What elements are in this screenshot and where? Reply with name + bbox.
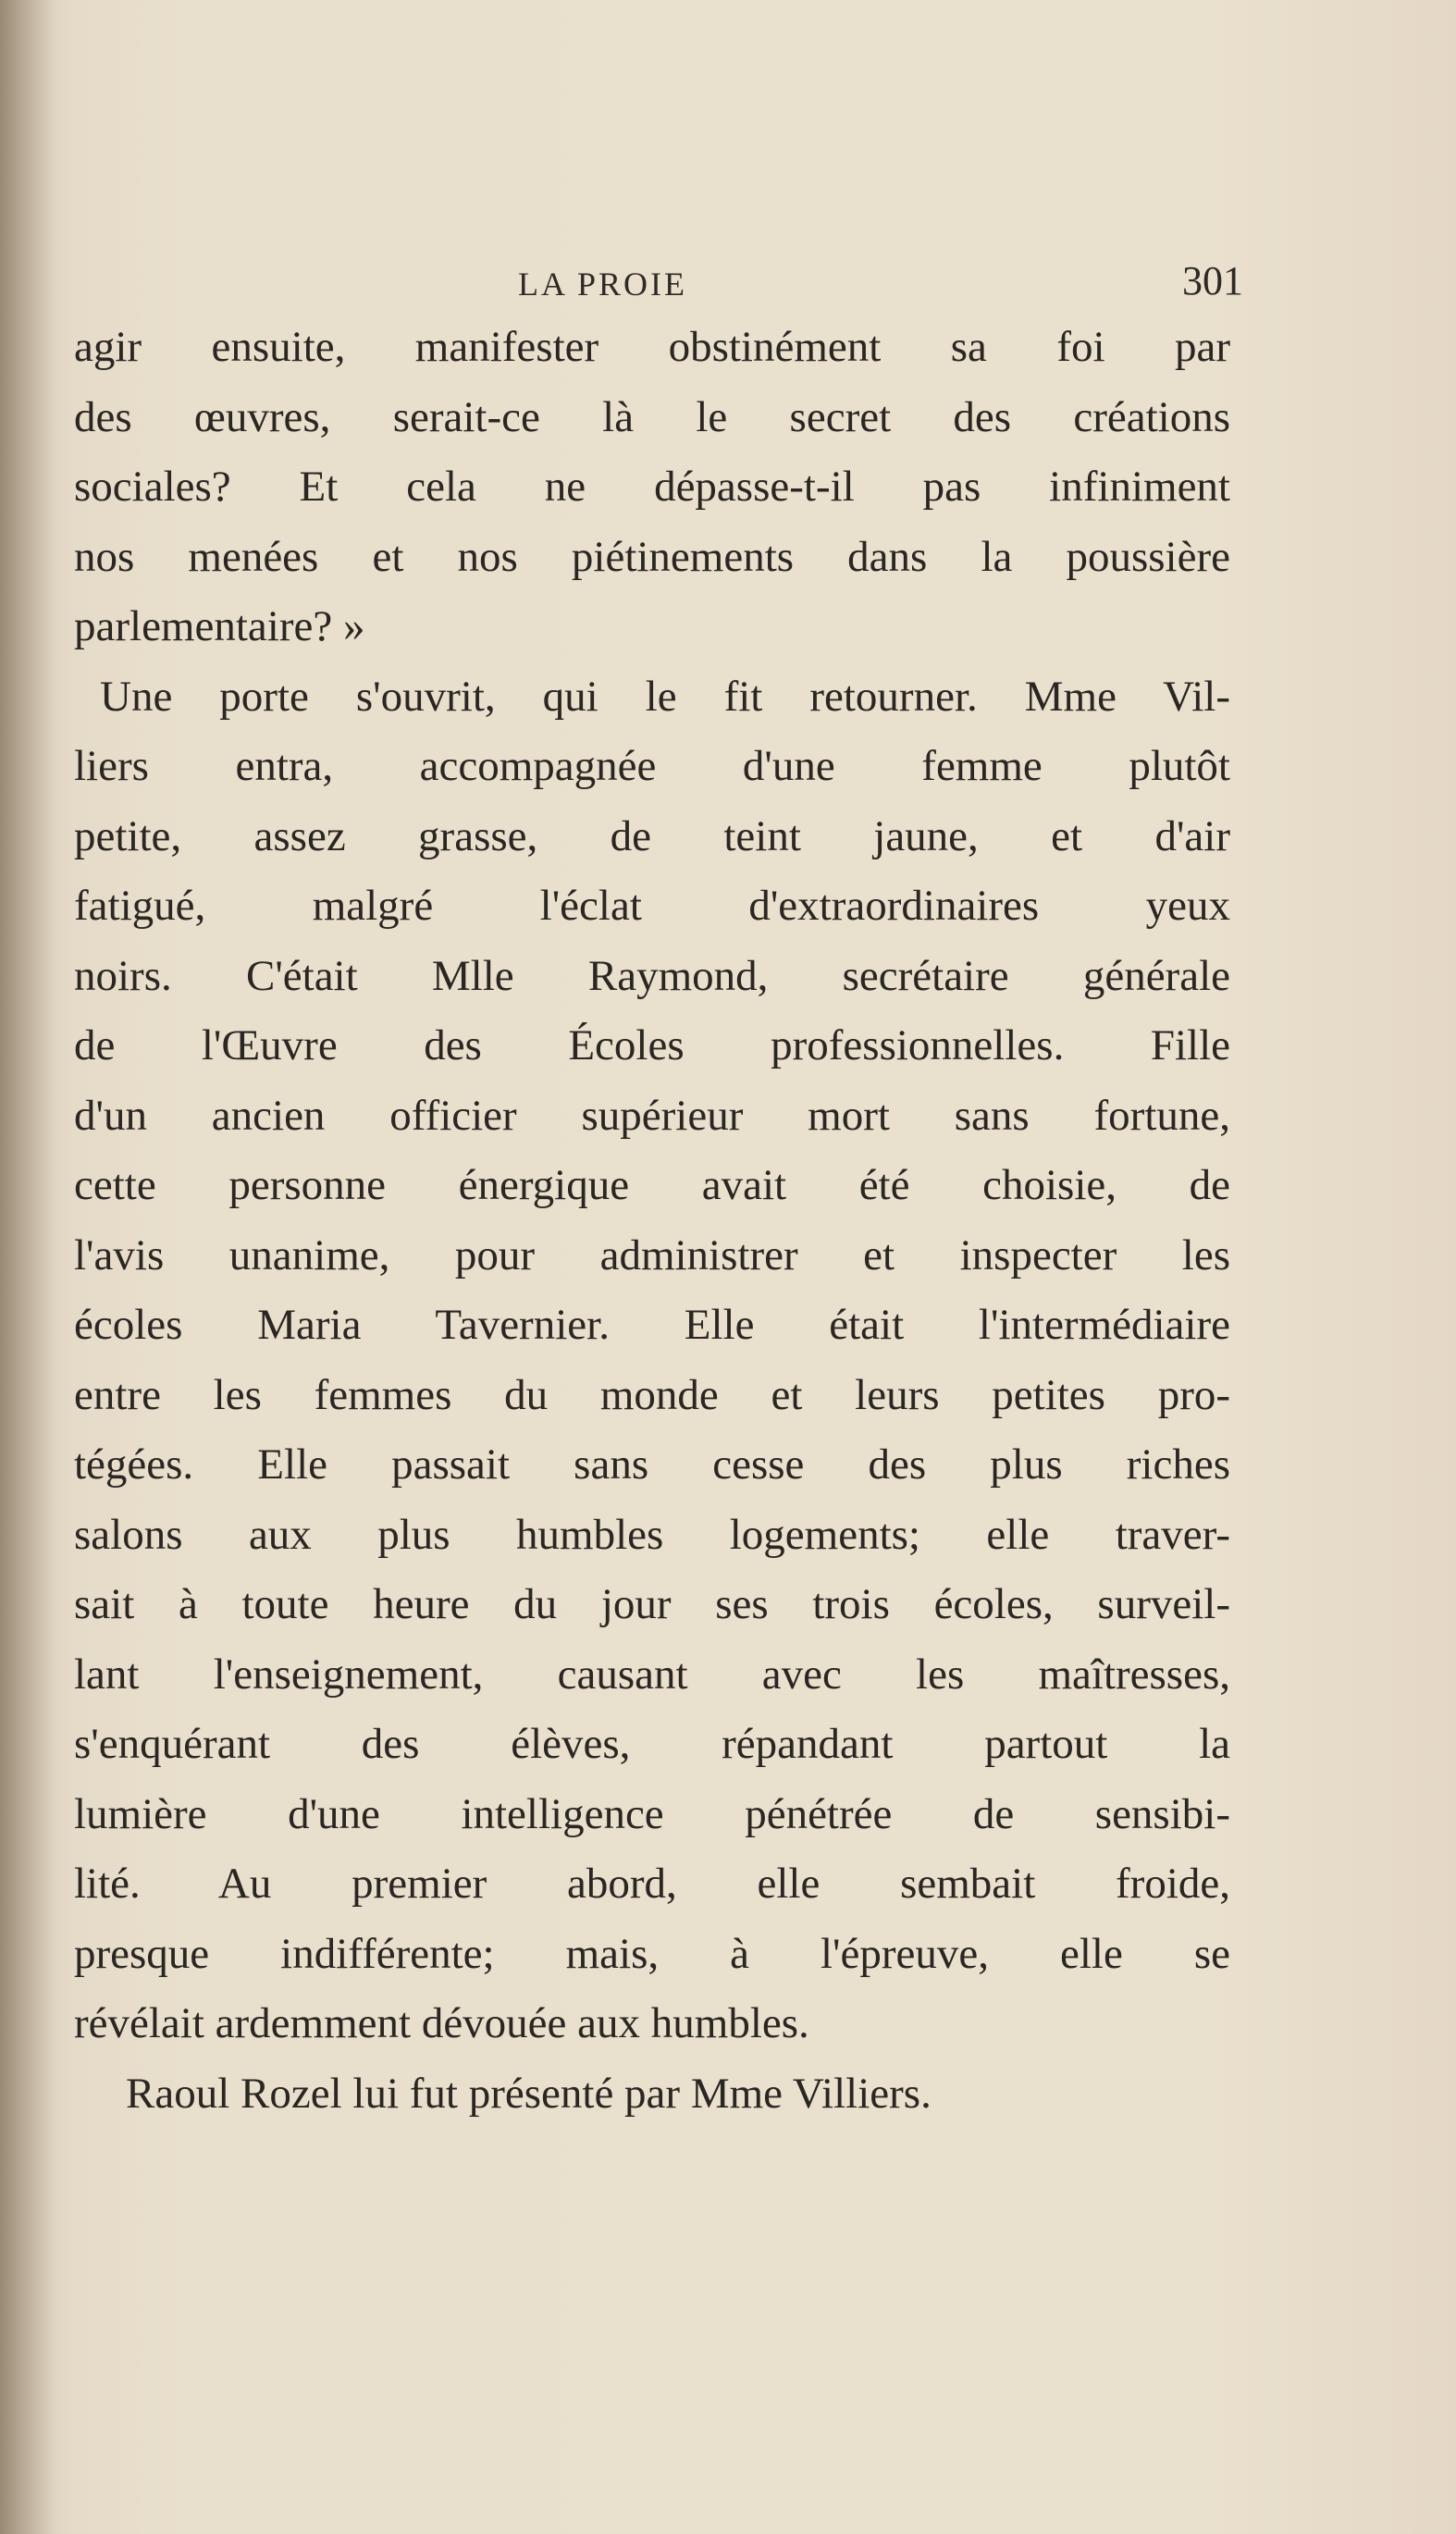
text-line: l'avis unanime, pour administrer et inspecter les bbox=[74, 1230, 1230, 1279]
text-line: s'enquérant des élèves, répandant partout la bbox=[74, 1720, 1230, 1768]
text-line: presque indifférente; mais, à l'épreuve, elle se bbox=[74, 1929, 1230, 1978]
text-line: de l'Œuvre des Écoles professionnelles. Fille bbox=[74, 1021, 1230, 1069]
text-line: révélait ardemment dévouée aux humbles. bbox=[74, 1999, 809, 2047]
page-header bbox=[518, 257, 1243, 313]
text-line: sait à toute heure du jour ses trois écoles, surveil- bbox=[74, 1580, 1230, 1628]
binding-shadow bbox=[0, 0, 56, 2534]
text-line: entre les femmes du monde et leurs petites pro- bbox=[74, 1370, 1230, 1419]
text-line: sociales? Et cela ne dépasse-t-il pas infiniment bbox=[74, 463, 1230, 511]
text-line: tégées. Elle passait sans cesse des plus riches bbox=[74, 1440, 1230, 1489]
text-line: agir ensuite, manifester obstinément sa foi par bbox=[74, 323, 1230, 371]
text-line: liers entra, accompagnée d'une femme plutôt bbox=[74, 742, 1230, 790]
text-line: lant l'enseignement, causant avec les maîtresses, bbox=[74, 1650, 1230, 1699]
text-line: cette personne énergique avait été choisie, de bbox=[74, 1161, 1230, 1209]
text-line: nos menées et nos piétinements dans la poussière bbox=[74, 532, 1230, 581]
text-line: parlementaire? » bbox=[74, 602, 365, 650]
text-line: des œuvres, serait-ce là le secret des créations bbox=[74, 392, 1230, 441]
text-line: salons aux plus humbles logements; elle traver- bbox=[74, 1510, 1230, 1559]
page-number: 301 bbox=[1182, 258, 1243, 303]
text-line: lumière d'une intelligence pénétrée de sensibi- bbox=[74, 1789, 1230, 1838]
text-line: petite, assez grasse, de teint jaune, et d'air bbox=[74, 811, 1230, 860]
text-line: lité. Au premier abord, elle sembait froide, bbox=[74, 1860, 1230, 1908]
text-line: écoles Maria Tavernier. Elle était l'intermédiaire bbox=[74, 1301, 1230, 1349]
text-line: d'un ancien officier supérieur mort sans fortune, bbox=[74, 1091, 1230, 1140]
text-line: Une porte s'ouvrit, qui le fit retourner. Mme Vil- bbox=[100, 672, 1230, 721]
running-title: LA PROIE bbox=[518, 266, 688, 303]
text-line: noirs. C'était Mlle Raymond, secrétaire générale bbox=[74, 951, 1230, 1000]
text-line: Raoul Rozel lui fut présenté par Mme Villiers. bbox=[126, 2069, 932, 2118]
text-line: fatigué, malgré l'éclat d'extraordinaires yeux bbox=[74, 882, 1230, 930]
body-text bbox=[74, 313, 1230, 2129]
